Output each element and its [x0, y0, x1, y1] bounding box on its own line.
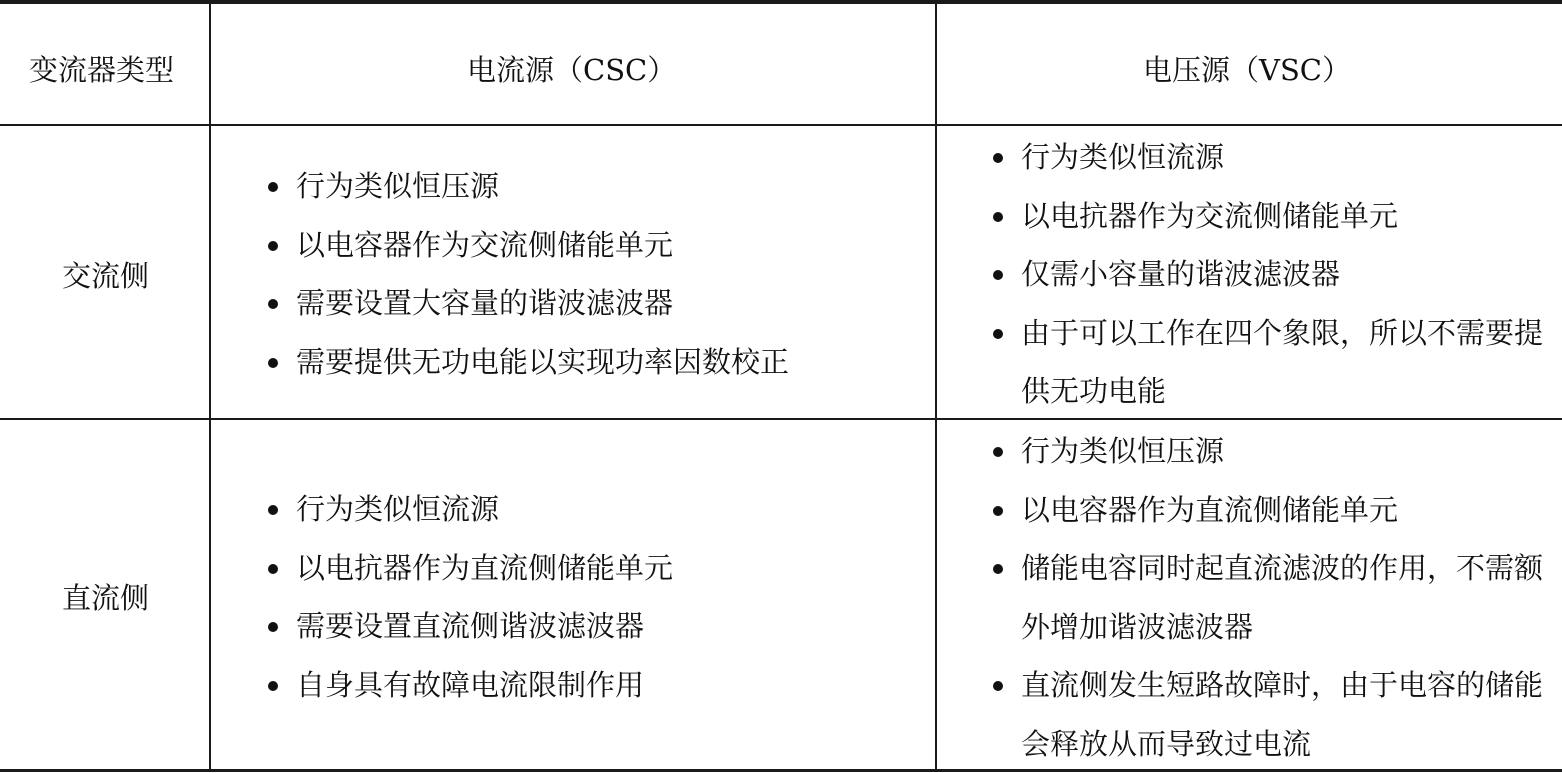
csc-ac-list: [262, 157, 922, 391]
row-label-dc: 直流侧: [62, 581, 150, 615]
list-item: 以电容器作为直流侧储能单元: [987, 481, 1549, 540]
row-label-ac-cell: [0, 126, 209, 418]
list-item: 以电容器作为交流侧储能单元: [262, 216, 922, 275]
list-item: 自身具有故障电流限制作用: [262, 656, 922, 715]
vsc-ac-list: [987, 128, 1549, 421]
list-item: 直流侧发生短路故障时，由于电容的储能会释放从而导致过电流: [987, 656, 1549, 773]
list-item: 需要设置直流侧谐波滤波器: [262, 597, 922, 656]
list-item: 以电抗器作为直流侧储能单元: [262, 539, 922, 598]
header-cell-vsc: [937, 4, 1562, 124]
header-csc: 电流源（CSC）: [467, 53, 677, 87]
list-item: 仅需小容量的谐波滤波器: [987, 245, 1549, 304]
list-item: 行为类似恒流源: [262, 480, 922, 539]
list-item: 行为类似恒压源: [262, 157, 922, 216]
list-item: 需要提供无功电能以实现功率因数校正: [262, 333, 922, 392]
list-item: 行为类似恒流源: [987, 128, 1549, 187]
list-item: 以电抗器作为交流侧储能单元: [987, 187, 1549, 246]
vsc-dc-list: [987, 422, 1549, 773]
header-vsc: 电压源（VSC）: [1143, 53, 1351, 87]
list-item: 由于可以工作在四个象限，所以不需要提供无功电能: [987, 304, 1549, 421]
header-cell-csc: [211, 4, 935, 124]
header-cell-type: [0, 4, 209, 124]
header-converter-type: 变流器类型: [29, 53, 175, 87]
header-rule: [0, 124, 1562, 126]
row-label-ac: 交流侧: [62, 259, 150, 293]
list-item: 行为类似恒压源: [987, 422, 1549, 481]
csc-dc-list: [262, 480, 922, 714]
list-item: 储能电容同时起直流滤波的作用，不需额外增加谐波滤波器: [987, 539, 1549, 656]
row-label-dc-cell: [0, 420, 209, 769]
list-item: 需要设置大容量的谐波滤波器: [262, 274, 922, 333]
